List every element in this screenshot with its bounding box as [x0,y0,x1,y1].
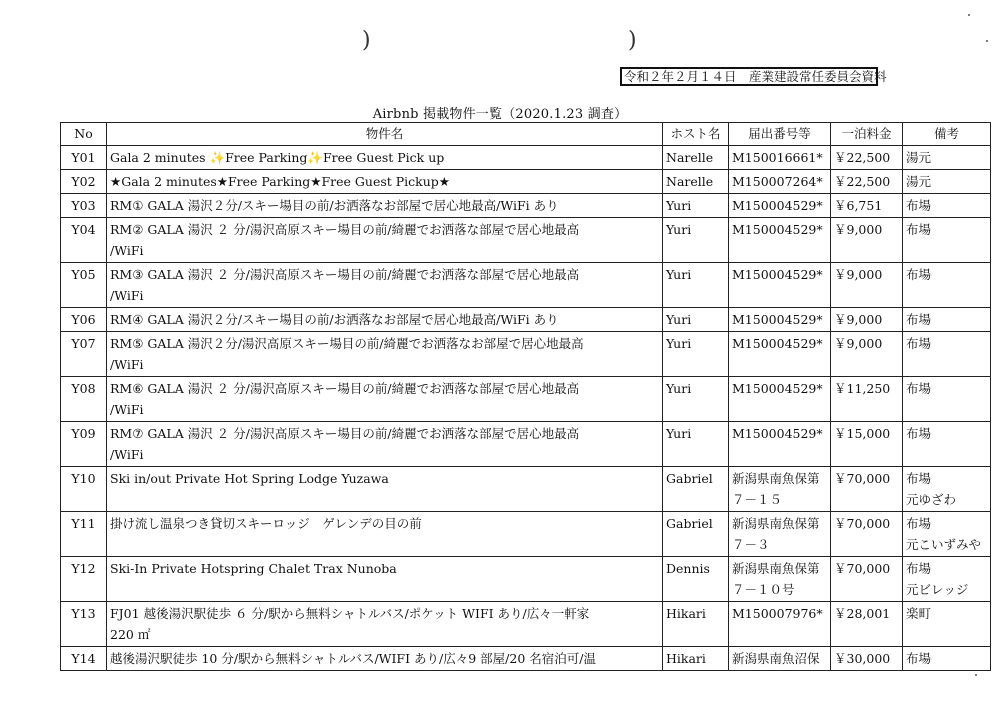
cell-registration: M150004529* [729,263,831,308]
cell-note: 布場 [903,218,991,263]
table-row [61,218,991,263]
cell-no: Y10 [61,467,107,512]
cell-host: Hikari [663,602,729,647]
cell-note: 布場 [903,422,991,467]
cell-note: 湯元 [903,170,991,194]
cell-registration: M150007264* [729,170,831,194]
property-name-line1: RM⑥ GALA 湯沢 ２ 分/湯沢高原スキー場目の前/綺麗でお洒落な部屋で居心地最高 [110,381,580,396]
property-name-line2: /WiFi [110,243,144,258]
property-name-line2: /WiFi [110,357,144,372]
scan-speck [975,674,977,676]
registration-line2: ７－１０号 [732,582,795,597]
cell-price: ￥9,000 [831,218,903,263]
column-header-property: 物件名 [107,123,663,146]
cell-property-name: 掛け流し温泉つき貸切スキーロッジ ゲレンデの目の前 [107,512,663,557]
note-line1: 布場 [906,516,932,531]
cell-registration [729,557,831,602]
cell-price: ￥15,000 [831,422,903,467]
column-header-no: No [61,123,107,146]
cell-property-name: Ski-In Private Hotspring Chalet Trax Nunoba [107,557,663,602]
cell-no: Y09 [61,422,107,467]
listing-table [60,122,991,671]
note-line1: 布場 [906,561,932,576]
registration-line1: 新潟県南魚保第 [732,471,820,486]
registration-line2: ７－１５ [732,492,783,507]
registration-line2: ７－３ [732,537,770,552]
cell-price: ￥70,000 [831,467,903,512]
cell-no: Y08 [61,377,107,422]
property-name-line1: RM⑦ GALA 湯沢 ２ 分/湯沢高原スキー場目の前/綺麗でお洒落な部屋で居心地最高 [110,426,580,441]
cell-property-name [107,263,663,308]
cell-price: ￥9,000 [831,332,903,377]
table-row [61,263,991,308]
cell-note: 布場 [903,332,991,377]
cell-no: Y02 [61,170,107,194]
cell-registration: M150004529* [729,194,831,218]
cell-host: Yuri [663,377,729,422]
table-row [61,512,991,557]
cell-note: 楽町 [903,602,991,647]
cell-note [903,557,991,602]
cell-registration: M150004529* [729,332,831,377]
cell-registration: M150004529* [729,422,831,467]
table-row [61,170,991,194]
cell-no: Y13 [61,602,107,647]
cell-note [903,467,991,512]
cell-registration [729,467,831,512]
registration-line1: 新潟県南魚保第 [732,561,820,576]
cell-registration: M150004529* [729,218,831,263]
cell-host: Narelle [663,146,729,170]
table-row [61,146,991,170]
binder-punch-mark-right: ) [628,28,637,53]
property-name-line2: 220 ㎡ [110,627,151,642]
note-line2: 元ビレッジ [906,582,969,597]
cell-registration: M150007976* [729,602,831,647]
binder-punch-mark-left: ) [362,28,371,53]
cell-note: 湯元 [903,146,991,170]
cell-price: ￥9,000 [831,308,903,332]
property-name-line2: /WiFi [110,447,144,462]
cell-host: Gabriel [663,467,729,512]
property-name-line1: RM⑤ GALA 湯沢２分/湯沢高原スキー場目の前/綺麗でお洒落なお部屋で居心地最高 [110,336,584,351]
property-name-line1: RM③ GALA 湯沢 ２ 分/湯沢高原スキー場目の前/綺麗でお洒落な部屋で居心地最高 [110,267,580,282]
cell-price: ￥70,000 [831,557,903,602]
cell-price: ￥6,751 [831,194,903,218]
cell-host: Hikari [663,647,729,671]
property-name-line2: /WiFi [110,402,144,417]
cell-no: Y05 [61,263,107,308]
cell-no: Y04 [61,218,107,263]
cell-note: 布場 [903,647,991,671]
cell-no: Y06 [61,308,107,332]
table-row [61,557,991,602]
cell-property-name [107,218,663,263]
cell-host: Yuri [663,218,729,263]
cell-price: ￥11,250 [831,377,903,422]
table-row [61,467,991,512]
cell-registration [729,512,831,557]
cell-host: Yuri [663,194,729,218]
cell-note: 布場 [903,377,991,422]
table-row [61,377,991,422]
cell-no: Y14 [61,647,107,671]
cell-property-name [107,602,663,647]
cell-registration: 新潟県南魚沼保 [729,647,831,671]
scan-speck [986,40,988,42]
column-header-price: 一泊料金 [831,123,903,146]
cell-host: Yuri [663,308,729,332]
cell-property-name [107,332,663,377]
table-row [61,647,991,671]
cell-registration: M150004529* [729,308,831,332]
cell-host: Yuri [663,263,729,308]
cell-property-name: ★Gala 2 minutes★Free Parking★Free Guest Pickup★ [107,170,663,194]
cell-price: ￥70,000 [831,512,903,557]
table-row [61,332,991,377]
cell-host: Yuri [663,332,729,377]
cell-price: ￥22,500 [831,146,903,170]
cell-property-name: 越後湯沢駅徒歩 10 分/駅から無料シャトルバス/WIFI あり/広々9 部屋/20 名宿泊可/温 [107,647,663,671]
table-row [61,422,991,467]
column-header-host: ホスト名 [663,123,729,146]
cell-property-name: Ski in/out Private Hot Spring Lodge Yuzawa [107,467,663,512]
table-row [61,308,991,332]
property-name-line1: RM② GALA 湯沢 ２ 分/湯沢高原スキー場目の前/綺麗でお洒落な部屋で居心地最高 [110,222,580,237]
document-title: Airbnb 掲載物件一覧（2020.1.23 調査） [372,107,628,122]
cell-property-name [107,422,663,467]
cell-property-name: RM④ GALA 湯沢２分/スキー場目の前/お洒落なお部屋で居心地最高/WiFi あり [107,308,663,332]
cell-property-name: Gala 2 minutes ✨Free Parking✨Free Guest Pick up [107,146,663,170]
cell-no: Y03 [61,194,107,218]
scan-speck [968,14,970,16]
note-line2: 元ゆざわ [906,492,957,507]
cell-host: Gabriel [663,512,729,557]
cell-host: Yuri [663,422,729,467]
cell-registration: M150004529* [729,377,831,422]
table-header-row [61,123,991,146]
cell-price: ￥9,000 [831,263,903,308]
note-line1: 布場 [906,471,932,486]
cell-price: ￥22,500 [831,170,903,194]
cell-host: Narelle [663,170,729,194]
cell-no: Y07 [61,332,107,377]
table-row [61,194,991,218]
cell-registration: M150016661* [729,146,831,170]
cell-note [903,512,991,557]
cell-price: ￥30,000 [831,647,903,671]
property-name-line1: FJ01 越後湯沢駅徒歩 ６ 分/駅から無料シャトルバス/ポケット WIFI あり/広々一軒家 [110,606,590,621]
cell-note: 布場 [903,194,991,218]
registration-line1: 新潟県南魚保第 [732,516,820,531]
cell-no: Y01 [61,146,107,170]
property-name-line2: /WiFi [110,288,144,303]
table-row [61,602,991,647]
column-header-registration: 届出番号等 [729,123,831,146]
column-header-notes: 備考 [903,123,991,146]
cell-no: Y11 [61,512,107,557]
note-line2: 元こいずみや [906,537,982,552]
cell-note: 布場 [903,308,991,332]
cell-note: 布場 [903,263,991,308]
cell-property-name: RM① GALA 湯沢２分/スキー場目の前/お洒落なお部屋で居心地最高/WiFi あり [107,194,663,218]
cell-host: Dennis [663,557,729,602]
cell-price: ￥28,001 [831,602,903,647]
meeting-note-box: 令和２年２月１４日 産業建設常任委員会資料 [620,67,878,86]
cell-no: Y12 [61,557,107,602]
cell-property-name [107,377,663,422]
